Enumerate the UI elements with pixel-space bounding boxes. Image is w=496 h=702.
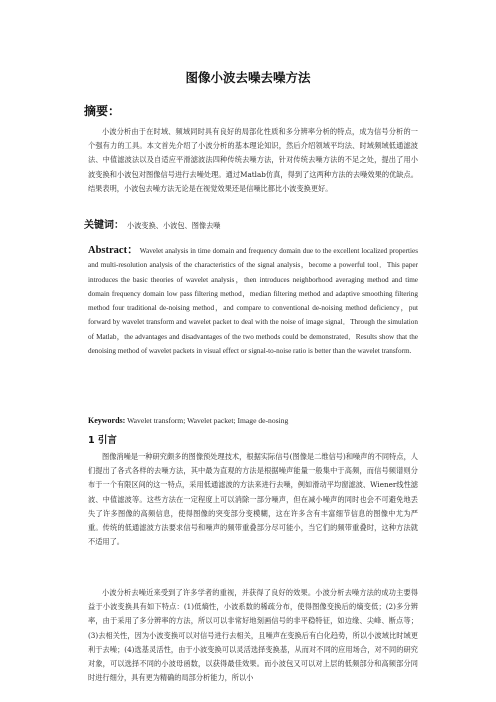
keywords-heading-cn: 关键词： [84,220,124,231]
paper-title: 图像小波去噪去噪方法 [185,70,311,85]
intro-paragraph-1: 图像消噪是一种研究颇多的图像预处理技术，根据实际信号(图像是二维信号)和噪声的不同特点，人们提出了各式各样的去噪方法，其中最为直观的方法是根据噪声能量一般集中于高频，而信号频谱则分布于一个有限区间的这一特点，采用低通滤波的方法来进行去噪，例如滑动平均窗滤波、Wiener线性滤波、中值滤波等。这些方法在一定程度上可以消除一部分噪声，但在减小噪声的同时也会不可避免地丢失了许多图像的高频信息，使得图像的突变部分变模糊，这在许多含有丰富细节信息的图像中尤为严重。传统的低通滤波方法要求信号和噪声的频带重叠部分尽可能小，当它们的频带重叠时，这种方法就不适用了。 [88,452,418,547]
keywords-heading-en: Keywords: [88,416,126,425]
keywords-text-cn: 小波变换、小波包、图像去噪 [127,221,221,230]
abstract-text-cn: 小波分析由于在时域、频域同时具有良好的局部化性质和多分辨率分析的特点，成为信号分析的一个强有力的工具。本文首先介绍了小波分析的基本理论知识，然后介绍领域平均法、时域频域低通滤波法、中值滤波法以及自适应平滑滤波法四种传统去噪方法，针对传统去噪方法的不足之处，提出了用小波变换和小波包对图像信号进行去噪处理。通过Matlab仿真，得到了这两种方法的去噪效果的优缺点。结果表明，小波包去噪方法无论是在视觉效果还是信噪比都比小波变换更好。 [88,127,418,193]
abstract-heading-en: Abstract： [88,245,138,256]
keywords-text-en: Wavelet transform; Wavelet packet; Image de-nosing [127,416,289,425]
abstract-text-en: Wavelet analysis in time domain and frequency domain due to the excellent localized properties and multi-resolution analysis of the characteristics of the signal analysis，become a powerful tool．This paper introduces the basic theories of wavelet analysis，then introduces neighborhood averaging method and time domain frequency domain low pass filtering method，median filtering method and adaptive smoothing filtering method four traditional de-noising method，and compare to conventional de-noising method deficiency，put forward by wavelet transform and wavelet packet to deal with the noise of image signal．Through the simulation of Matlab，the advantages and disadvantages of the two methods could be demonstrated．Results show that the denoising method of wavelet packets in visual effect or signal-to-noise ratio is better than the wavelet transform. [88,247,418,356]
keywords-cn [84,219,220,233]
keywords-en [88,416,288,425]
intro-paragraph-2: 小波分析去噪近来受到了许多学者的重视，并获得了良好的效果。小波分析去噪方法的成功主要得益于小波变换具有如下特点：(1)低熵性，小波系数的稀疏分布，使得图像变换后的熵变低；(2)多分辨率，由于采用了多分辨率的方法，所以可以非常好地刻画信号的非平稳特征，如边缘、尖峰、断点等；(3)去相关性，因为小波变换可以对信号进行去相关，且噪声在变换后有白化趋势，所以小波域比时域更利于去噪；(4)选基灵活性，由于小波变换可以灵活选择变换基，从而对不同的应用场合，对不同的研究对象，可以选择不同的小波母函数，以获得最佳效果。而小波包又可以对上层的低频部分和高频部分同时进行细分，具有更为精确的局部分析能力，所以小 [88,588,418,683]
section-heading-introduction: 1 引言 [88,435,117,446]
abstract-heading-cn: 摘要： [84,104,121,118]
abstract-en [88,244,418,358]
